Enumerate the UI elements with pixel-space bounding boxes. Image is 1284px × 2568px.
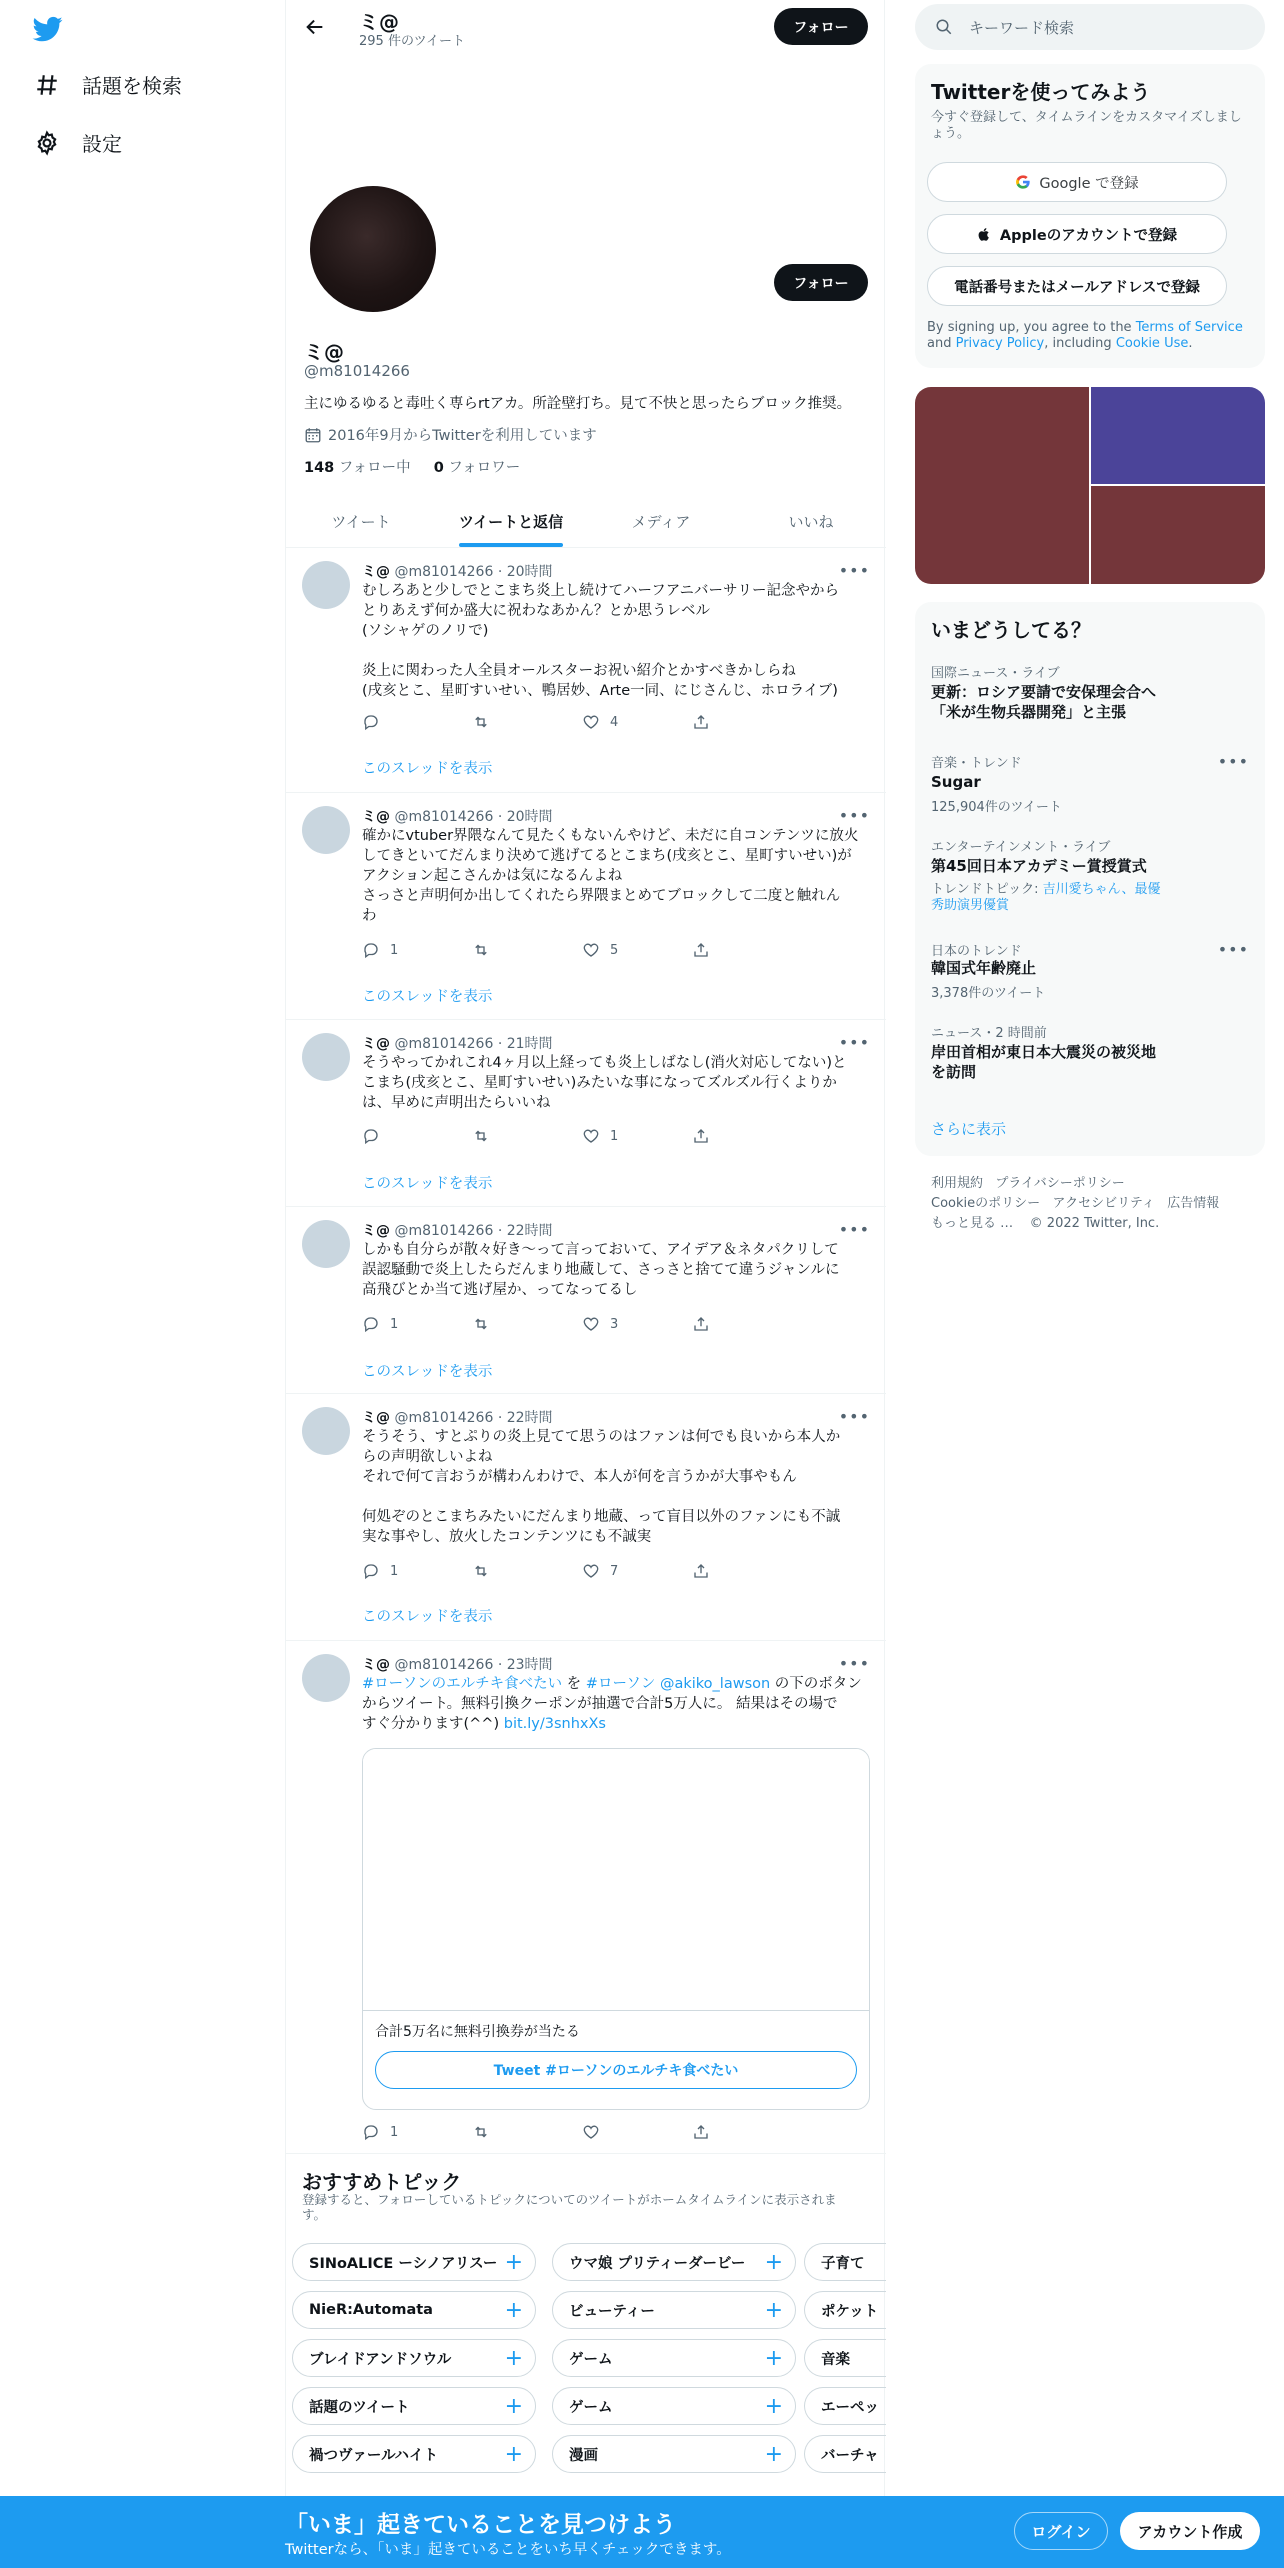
like-button[interactable]	[582, 1561, 692, 1581]
card-tweet-button[interactable]: Tweet #ローソンのエルチキ食べたい	[375, 2051, 857, 2089]
like-button[interactable]	[582, 712, 692, 732]
heart-icon	[582, 1315, 600, 1333]
reply-icon	[362, 713, 380, 731]
following-count: 148	[304, 460, 335, 476]
heart-icon	[582, 1562, 600, 1580]
tweet-text-part: の下のボタン からツイート。無料引換クーポンが抽選で合計5万人に。 結果はその場で すぐ分かります(^^)	[362, 1676, 862, 1732]
tweet-actions	[362, 1126, 802, 1146]
trends-title: いまどうしてる？	[931, 618, 1091, 642]
footer-copyright: © 2022 Twitter, Inc.	[1029, 1216, 1160, 1231]
topic-chip-label: NieR:Automata	[309, 2302, 433, 2318]
tweet-author-name[interactable]: ミ@	[362, 809, 390, 825]
more-icon[interactable]: •••	[838, 1407, 870, 1426]
reply-icon	[362, 2123, 380, 2141]
footer-link[interactable]: 利用規約	[931, 1176, 984, 1191]
plus-icon[interactable]: +	[504, 2346, 523, 2371]
gear-icon	[34, 130, 60, 156]
login-button[interactable]: ログイン	[1014, 2512, 1108, 2550]
trend-category: 日本のトレンド	[931, 944, 1022, 959]
like-button[interactable]	[582, 940, 692, 960]
topic-chip[interactable]	[292, 2339, 536, 2377]
topic-chip[interactable]	[552, 2387, 796, 2425]
retweet-button[interactable]	[472, 2122, 582, 2142]
share-icon	[692, 1315, 710, 1333]
profile-name: ミ@	[304, 340, 344, 364]
share-icon	[692, 1562, 710, 1580]
fineprint-text: .	[1188, 336, 1193, 351]
share-button[interactable]	[692, 2122, 802, 2142]
topic-chip-label: 禍つヴァールハイト	[309, 2447, 439, 2464]
reply-count: 1	[390, 1316, 399, 1332]
tweet-author-name[interactable]: ミ@	[362, 1410, 390, 1426]
tweet-author-name[interactable]: ミ@	[362, 1657, 390, 1673]
heart-icon	[582, 941, 600, 959]
topic-chip[interactable]	[552, 2339, 796, 2377]
apple-signup-button[interactable]	[927, 214, 1227, 254]
url-link[interactable]: bit.ly/3snhxXs	[503, 1716, 606, 1732]
topic-chip-label: ブレイドアンドソウル	[309, 2351, 452, 2368]
right-sidebar	[915, 0, 1265, 2496]
tweet-header	[362, 806, 553, 826]
google-signup-button[interactable]	[927, 162, 1227, 202]
trend-topic	[931, 882, 1171, 914]
promo-card[interactable]	[362, 1748, 870, 2110]
plus-icon[interactable]: +	[764, 2346, 783, 2371]
like-count: 3	[610, 1316, 619, 1332]
share-icon	[692, 941, 710, 959]
left-nav	[0, 0, 284, 2496]
tweet-avatar[interactable]	[302, 806, 350, 854]
topic-chip[interactable]	[292, 2243, 536, 2281]
footer-line-1	[931, 1172, 1125, 1191]
share-button[interactable]	[692, 1126, 802, 1146]
tweet-header	[362, 1407, 553, 1427]
share-button[interactable]	[692, 940, 802, 960]
tweet-actions	[362, 2122, 802, 2142]
trend-count: 125,904件のツイート	[931, 800, 1062, 815]
nav-explore[interactable]	[34, 70, 182, 99]
mention-link[interactable]: @akiko_lawson	[659, 1676, 771, 1692]
signup-subtitle: 今すぐ登録して、タイムラインをカスタマイズしましょう。	[931, 110, 1242, 141]
cookie-link[interactable]: Cookie Use	[1115, 336, 1189, 351]
tweet-text	[362, 1674, 872, 1734]
card-image[interactable]	[363, 1749, 869, 2011]
plus-icon[interactable]: +	[764, 2298, 783, 2323]
more-icon[interactable]: •••	[1217, 752, 1249, 771]
trend-topic-links[interactable]: 吉川愛ちゃん、最優 秀助演男優賞	[931, 882, 1161, 913]
tweet-author-handle[interactable]: @m81014266	[394, 564, 494, 580]
topic-chip[interactable]	[292, 2291, 536, 2329]
tweet-text: そうそう、すとぷりの炎上見てて思うのはファンは何でも良いから本人か らの声明欲しいよね それで何て言おうが構わんわけで、本人が何を言うかが大事やもん 何処ぞのとこまちみたいにだんまり地蔵、って盲目以外のファンにも不誠 実な事やし、放火したコンテンツにも不誠実	[362, 1429, 841, 1545]
nav-explore-label: 話題を検索	[82, 74, 182, 98]
google-icon	[1015, 174, 1031, 190]
signup-fineprint	[927, 320, 1247, 352]
tweet-time[interactable]: · 22時間	[497, 1410, 553, 1426]
tweet-author-handle[interactable]: @m81014266	[394, 1036, 494, 1052]
trend-name: 韓国式年齢廃止	[931, 959, 1037, 977]
show-thread-link[interactable]: このスレッドを表示	[362, 761, 493, 777]
apple-signup-label: Appleのアカウントで登録	[999, 227, 1178, 244]
reply-icon	[362, 1315, 380, 1333]
tweet[interactable]	[286, 1021, 886, 1207]
tos-link[interactable]: Terms of Service	[1135, 320, 1243, 335]
footer-more-link[interactable]: もっと見る …	[931, 1216, 1014, 1231]
plus-icon[interactable]: +	[504, 2394, 523, 2419]
share-button[interactable]	[692, 712, 802, 732]
plus-icon[interactable]: +	[764, 2394, 783, 2419]
media-thumb[interactable]	[1091, 387, 1265, 484]
reply-button[interactable]	[362, 1314, 472, 1334]
tweet-header	[362, 1220, 553, 1240]
tweet-text: 確かにvtuber界隈なんて見たくもないんやけど、未だに自コンテンツに放火 してきといてだんまり決めて逃げてるとこまち(戌亥とこ、星町すいせい)が アクション起こさんかは気になるんよね さっさと声明何か出してくれたら界隈まとめてブロックして二度と触れん わ	[362, 828, 859, 924]
header-tweet-count: 295 件のツイート	[359, 34, 466, 49]
topic-chip-label: 話題のツイート	[309, 2399, 410, 2416]
followers-link[interactable]	[434, 460, 520, 476]
topic-chip[interactable]	[804, 2243, 886, 2281]
retweet-button[interactable]	[472, 712, 582, 732]
tweet-time[interactable]: · 20時間	[497, 564, 553, 580]
like-button[interactable]	[582, 1314, 692, 1334]
retweet-icon	[472, 941, 490, 959]
search-icon	[935, 18, 953, 36]
footer-link[interactable]: Cookieのポリシー	[931, 1196, 1041, 1211]
tweet-text: むしろあと少しでとこまち炎上し続けてハーフアニバーサリー記念やから とりあえず何か盛大に祝わなあかん？とか思うレベル (ソシャゲのノリで) 炎上に関わった人全員オールスターお祝い紹介とかすべきかしらね (戌亥とこ、星町すいせい、鴨居妙、Arte一同、にじさんじ、ホロライブ)	[362, 583, 840, 699]
bottom-bar-subtitle: Twitterなら、「いま」起きていることをいち早くチェックできます。	[285, 2542, 731, 2558]
topic-chip[interactable]	[552, 2291, 796, 2329]
topic-chip[interactable]	[552, 2435, 796, 2473]
more-icon[interactable]: •••	[838, 806, 870, 825]
reply-count: 1	[390, 1563, 399, 1579]
tweet-time[interactable]: · 22時間	[497, 1223, 553, 1239]
share-icon	[692, 1127, 710, 1145]
nav-settings-label: 設定	[82, 132, 122, 156]
tweet[interactable]	[286, 794, 886, 1020]
signup-title: Twitterを使ってみよう	[931, 80, 1151, 104]
retweet-icon	[472, 1127, 490, 1145]
apple-icon	[977, 226, 992, 243]
reply-button[interactable]	[362, 2122, 472, 2142]
more-icon[interactable]: •••	[1217, 940, 1249, 959]
trend-category: 国際ニュース・ライブ	[931, 666, 1060, 681]
profile-tabs	[286, 496, 886, 548]
tweet-author-name[interactable]: ミ@	[362, 1036, 390, 1052]
tweet-time[interactable]: · 21時間	[497, 1036, 553, 1052]
tab-tweets-and-replies[interactable]: ツイートと返信	[436, 496, 586, 547]
retweet-button[interactable]	[472, 1561, 582, 1581]
topic-chip-label: バーチャ	[821, 2447, 879, 2464]
search-placeholder: キーワード検索	[969, 18, 1075, 37]
trend-name: Sugar	[931, 773, 981, 791]
trend-count: 3,378件のツイート	[931, 986, 1046, 1001]
tweet-time[interactable]: · 20時間	[497, 809, 553, 825]
like-button[interactable]	[582, 2122, 692, 2142]
footer-line-2	[931, 1192, 1219, 1211]
fineprint-text: By signing up, you agree to the	[927, 320, 1136, 335]
trend-name: 更新：ロシア要請で安保理会合へ 「米が生物兵器開発」と主張	[931, 683, 1157, 721]
tweet-author-name[interactable]: ミ@	[362, 564, 390, 580]
profile-avatar[interactable]	[306, 182, 440, 316]
topic-chip[interactable]	[804, 2435, 886, 2473]
trend-category: ニュース・2 時間前	[931, 1026, 1047, 1041]
like-count: 5	[610, 942, 619, 958]
media-thumb[interactable]	[915, 387, 1089, 584]
heart-icon	[582, 713, 600, 731]
more-icon[interactable]: •••	[838, 561, 870, 580]
more-icon[interactable]: •••	[838, 1220, 870, 1239]
reply-button[interactable]	[362, 1561, 472, 1581]
trend-name: 岸田首相が東日本大震災の被災地 を訪問	[931, 1043, 1157, 1081]
search-input[interactable]	[915, 4, 1265, 50]
topic-chip-label: SINoALICE ーシノアリスー	[309, 2255, 498, 2272]
card-title: 合計5万名に無料引換券が当たる	[375, 2024, 580, 2040]
following-label: フォロー中	[338, 460, 411, 476]
tweet-actions	[362, 712, 802, 732]
followers-count: 0	[433, 460, 444, 476]
topic-chip[interactable]	[552, 2243, 796, 2281]
header-follow-button[interactable]: フォロー	[774, 8, 868, 45]
tweet-avatar[interactable]	[302, 1033, 350, 1081]
tweet-avatar[interactable]	[302, 561, 350, 609]
plus-icon[interactable]: +	[504, 2442, 523, 2467]
header-name: ミ@	[359, 10, 399, 34]
tweet[interactable]	[286, 1395, 886, 1641]
like-button[interactable]	[582, 1126, 692, 1146]
tweet[interactable]	[286, 549, 886, 793]
tweet-author-handle[interactable]: @m81014266	[394, 809, 494, 825]
plus-icon[interactable]: +	[764, 2442, 783, 2467]
media-grid	[915, 387, 1265, 584]
tweet-time[interactable]: · 23時間	[497, 1657, 553, 1673]
reply-icon	[362, 1562, 380, 1580]
topic-chip-label: 漫画	[569, 2447, 598, 2464]
heart-icon	[582, 2123, 600, 2141]
topic-chip-label: ポケット	[821, 2303, 879, 2320]
phone-email-signup-button[interactable]	[927, 266, 1227, 306]
topic-chip[interactable]	[804, 2339, 886, 2377]
tweet-actions	[362, 1314, 802, 1334]
reply-icon	[362, 941, 380, 959]
main-column	[285, 0, 885, 2496]
topic-chip[interactable]	[292, 2435, 536, 2473]
share-icon	[692, 713, 710, 731]
reply-button[interactable]	[362, 712, 472, 732]
trend-name: 第45回日本アカデミー賞授賞式	[931, 857, 1147, 875]
trend-topic-prefix: トレンドトピック:	[931, 882, 1043, 897]
tweet-text: そうやってかれこれ4ヶ月以上経っても炎上しばなし(消火対応してない)と こまち(戌亥とこ、星町すいせい)みたいな事になってズルズル行くよりか は、早めに声明出たらいいね	[362, 1055, 847, 1111]
trend-category: エンターテインメント・ライブ	[931, 840, 1111, 855]
more-icon[interactable]: •••	[838, 1033, 870, 1052]
bottom-bar-title: 「いま」起きていることを見つけよう	[285, 2512, 676, 2538]
topic-chip-label: エーペッ	[821, 2399, 879, 2416]
plus-icon[interactable]: +	[764, 2250, 783, 2275]
tweet[interactable]	[286, 1208, 886, 1394]
plus-icon[interactable]: +	[504, 2298, 523, 2323]
topic-chip[interactable]	[292, 2387, 536, 2425]
show-thread-link[interactable]: このスレッドを表示	[362, 1176, 493, 1192]
show-thread-link[interactable]: このスレッドを表示	[362, 989, 493, 1005]
tab-tweets[interactable]: ツイート	[331, 513, 391, 531]
profile-joined-text: 2016年9月からTwitterを利用しています	[328, 428, 597, 444]
fineprint-text: , including	[1044, 336, 1116, 351]
footer-link[interactable]: 広告情報	[1167, 1196, 1220, 1211]
profile-follow-stats	[304, 456, 520, 477]
tab-media[interactable]: メディア	[631, 513, 691, 531]
tab-likes[interactable]: いいね	[788, 513, 834, 531]
share-button[interactable]	[692, 1561, 802, 1581]
privacy-link[interactable]: Privacy Policy	[955, 336, 1045, 351]
tweet-actions	[362, 940, 802, 960]
topic-chip-label: ゲーム	[569, 2399, 613, 2416]
heart-icon	[582, 1127, 600, 1145]
tweet-author-name[interactable]: ミ@	[362, 1223, 390, 1239]
topic-chip-label: 子育て	[821, 2255, 865, 2272]
reply-count: 1	[390, 2124, 399, 2140]
trends-panel	[915, 602, 1265, 1156]
signup-panel	[915, 64, 1265, 368]
bottom-signup-bar	[0, 2496, 1284, 2568]
show-thread-link[interactable]: このスレッドを表示	[362, 1364, 493, 1380]
profile-follow-button[interactable]: フォロー	[774, 264, 868, 301]
tweet-header	[362, 1033, 553, 1053]
show-more-link[interactable]: さらに表示	[931, 1120, 1007, 1138]
followers-label: フォロワー	[448, 460, 521, 476]
media-thumb[interactable]	[1091, 486, 1265, 584]
profile-handle: @m81014266	[304, 362, 410, 380]
share-icon	[692, 2123, 710, 2141]
back-arrow-icon[interactable]	[304, 16, 326, 38]
like-count: 1	[610, 1128, 619, 1144]
like-count: 4	[610, 714, 619, 730]
tweet-avatar[interactable]	[302, 1654, 350, 1702]
footer-link[interactable]: アクセシビリティ	[1052, 1196, 1155, 1211]
topics-title: おすすめトピック	[302, 2170, 462, 2194]
footer-line-3	[931, 1212, 1159, 1231]
topic-chip[interactable]	[804, 2387, 886, 2425]
fineprint-text: and	[927, 336, 956, 351]
reply-button[interactable]	[362, 940, 472, 960]
plus-icon[interactable]: +	[504, 2250, 523, 2275]
signup-button[interactable]: アカウント作成	[1120, 2512, 1260, 2550]
tweet-author-handle[interactable]: @m81014266	[394, 1410, 494, 1426]
retweet-icon	[472, 713, 490, 731]
tweet-author-handle[interactable]: @m81014266	[394, 1657, 494, 1673]
tweet[interactable]	[286, 1642, 886, 2154]
retweet-icon	[472, 2123, 490, 2141]
topic-chip-label: ウマ娘 プリティーダービー	[569, 2255, 746, 2272]
hashtag-icon	[34, 72, 60, 98]
twitter-logo-icon[interactable]	[32, 14, 64, 44]
topic-chip-label: 音楽	[821, 2351, 850, 2368]
trend-category: 音楽・トレンド	[931, 756, 1022, 771]
tweet-author-handle[interactable]: @m81014266	[394, 1223, 494, 1239]
more-icon[interactable]: •••	[838, 1654, 870, 1673]
profile-bio: 主にゆるゆると毒吐く専らrtアカ。所詮壁打ち。見て不快と思ったらブロック推奨。	[304, 396, 852, 412]
retweet-button[interactable]	[472, 940, 582, 960]
show-thread-link[interactable]: このスレッドを表示	[362, 1609, 493, 1625]
retweet-button[interactable]	[472, 1314, 582, 1334]
retweet-icon	[472, 1315, 490, 1333]
topic-chip-label: ゲーム	[569, 2351, 613, 2368]
tweet-text-part: を	[562, 1676, 586, 1692]
retweet-button[interactable]	[472, 1126, 582, 1146]
retweet-icon	[472, 1562, 490, 1580]
nav-settings[interactable]	[34, 128, 122, 157]
tweet-avatar[interactable]	[302, 1220, 350, 1268]
tweet-text: しかも自分らが散々好き〜って言っておいて、アイデア＆ネタパクリして 誤認騒動で炎上したらだんまり地蔵して、さっさと捨てて違うジャンルに 高飛びとか当て逃げ屋か、ってなってるし	[362, 1242, 840, 1298]
phone-email-signup-label: 電話番号またはメールアドレスで登録	[954, 279, 1200, 296]
google-signup-label: Google で登録	[1039, 175, 1139, 192]
footer-link[interactable]: プライバシーポリシー	[995, 1176, 1125, 1191]
tweet-header	[362, 561, 553, 581]
tweet-header	[362, 1654, 553, 1674]
topic-chip[interactable]	[804, 2291, 886, 2329]
topic-chip-label: ビューティー	[569, 2303, 655, 2320]
topics-subtitle: 登録すると、フォローしているトピックについてのツイートがホームタイムラインに表示されま す。	[302, 2192, 837, 2222]
calendar-icon	[304, 426, 322, 444]
like-count: 7	[610, 1563, 619, 1579]
tweet-avatar[interactable]	[302, 1407, 350, 1455]
reply-icon	[362, 1127, 380, 1145]
reply-button[interactable]	[362, 1126, 472, 1146]
reply-count: 1	[390, 942, 399, 958]
tweet-actions	[362, 1561, 802, 1581]
share-button[interactable]	[692, 1314, 802, 1334]
hashtag-link[interactable]: #ローソンのエルチキ食べたい	[362, 1676, 563, 1692]
profile-joined	[304, 424, 597, 445]
following-link[interactable]	[304, 460, 411, 476]
profile-header-bar	[286, 0, 886, 54]
hashtag-link[interactable]: #ローソン	[585, 1676, 656, 1692]
